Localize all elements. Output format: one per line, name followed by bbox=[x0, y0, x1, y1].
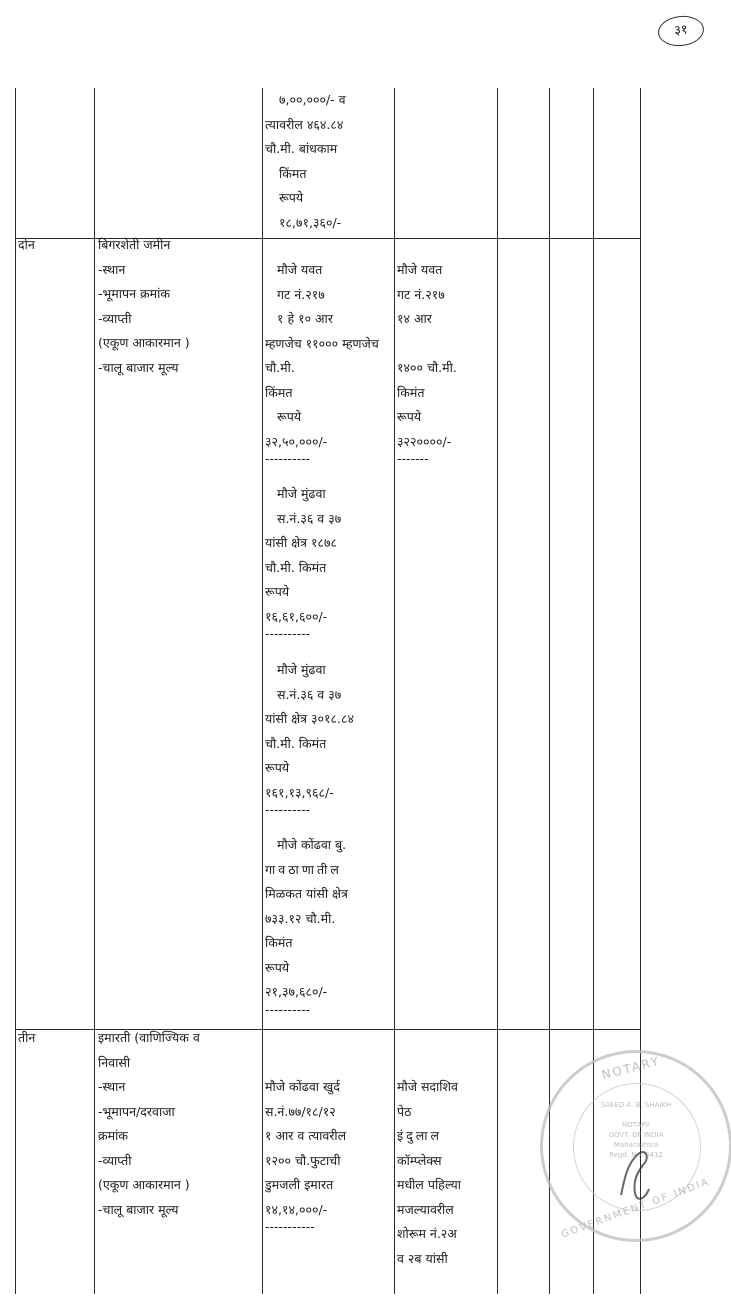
cell-line: क्रमांक bbox=[98, 1128, 128, 1143]
cell-spacer bbox=[397, 332, 495, 357]
cell-line: चौ.मी. bbox=[265, 360, 295, 375]
stamp-role: NOTARY bbox=[622, 1121, 650, 1129]
cell-line: ---------- bbox=[265, 1001, 311, 1017]
cell-line: यांसी क्षेत्र ३०१८.८४ bbox=[265, 711, 354, 726]
cell-line: ३२,५०,०००/- bbox=[265, 433, 328, 449]
cell-line: रूपये bbox=[265, 760, 290, 775]
cell-line: -भूमापन क्रमांक bbox=[98, 286, 170, 301]
row-two-col3-block-d bbox=[265, 833, 392, 1015]
cell-line: रूपये bbox=[277, 409, 302, 424]
stamp-top-text: NOTARY bbox=[600, 1053, 662, 1083]
cell-line: १ आर व त्यावरील bbox=[265, 1128, 347, 1143]
stamp-regd: Regd. No. 5412 bbox=[609, 1151, 663, 1159]
stamp-bottom-text: GOVERNMENT OF INDIA bbox=[559, 1176, 712, 1241]
cell-line: १६,६१,६००/- bbox=[265, 608, 328, 624]
cell-line: किमंत bbox=[265, 935, 293, 950]
cell-line: म्हणजेच ११००० म्हणजेच bbox=[265, 335, 379, 351]
col-divider-1 bbox=[94, 88, 95, 1294]
cell-line: १४,१४,०००/- bbox=[265, 1201, 328, 1217]
row-two-col3-block-c bbox=[265, 658, 392, 815]
cell-line: (एकूण आकारमान ) bbox=[98, 1177, 190, 1192]
cell-line: मौजे मुंढवा bbox=[277, 486, 326, 501]
cell-line: मिळकत यांसी क्षेत्र bbox=[265, 886, 348, 901]
cell-line: ----------- bbox=[265, 1219, 315, 1234]
cell-line: व २ब यांसी bbox=[397, 1250, 448, 1266]
cell-line: मौजे कोंढवा खुर्द bbox=[265, 1079, 340, 1094]
cell-line: १६१,१३,९६८/- bbox=[265, 784, 334, 800]
cell-line: -स्थान bbox=[98, 1079, 126, 1094]
cell-line: ३२२००००/- bbox=[397, 433, 452, 449]
cell-line: किंमत bbox=[279, 165, 307, 181]
cell-line: स.नं.७७/१८/१२ bbox=[265, 1103, 336, 1119]
cell-line: १८,७१,३६०/- bbox=[279, 214, 342, 230]
row-three-col3 bbox=[265, 1075, 392, 1232]
cell-line: १४ आर bbox=[397, 311, 432, 326]
cell-line: रूपये bbox=[397, 409, 422, 424]
cell-line: चौ.मी. किमंत bbox=[265, 735, 327, 751]
cell-line: -व्याप्ती bbox=[98, 1152, 132, 1168]
cell-line: इमारती (वाणिज्यिक व bbox=[98, 1030, 200, 1045]
cell-line: मौजे यवत bbox=[277, 262, 323, 277]
cell-line: मजल्यावरील bbox=[397, 1201, 454, 1217]
page-number: ३१ bbox=[657, 14, 706, 49]
cell-line: गट नं.२१७ bbox=[277, 286, 325, 302]
cell-line: ------- bbox=[397, 451, 429, 466]
cell-line: मधील पहिल्या bbox=[397, 1177, 462, 1192]
cell-line: इंदुलाल bbox=[397, 1128, 442, 1143]
cell-line: निवासी bbox=[98, 1054, 131, 1070]
cell-line: डुमजली इमारत bbox=[265, 1177, 334, 1192]
col-divider-4 bbox=[497, 88, 498, 1294]
cell-line: किमंत bbox=[397, 384, 425, 400]
row-three-description bbox=[98, 1026, 200, 1222]
cell-line: बिगरशेती जमीन bbox=[98, 237, 171, 252]
cell-line: पेठ bbox=[397, 1103, 412, 1119]
cell-line: मौजे मुंढवा bbox=[277, 662, 326, 677]
notary-stamp bbox=[540, 1050, 731, 1242]
row-three-col4 bbox=[397, 1075, 495, 1271]
cell-line: कॉम्प्लेक्स bbox=[397, 1152, 442, 1168]
cell-line: ७३३.१२ चौ.मी. bbox=[265, 910, 336, 926]
cell-line: ---------- bbox=[265, 802, 311, 817]
stamp-place: Maharashtra bbox=[613, 1141, 659, 1149]
cell-line: १४०० चौ.मी. bbox=[397, 360, 457, 375]
cell-line: चौ.मी. किमंत bbox=[265, 559, 327, 575]
row-continued-col3 bbox=[265, 88, 392, 235]
col-divider-2 bbox=[262, 88, 263, 1294]
cell-line: रूपये bbox=[265, 959, 290, 975]
left-border bbox=[15, 88, 16, 1294]
cell-line: गट नं.२१७ bbox=[397, 286, 445, 302]
cell-line: २१,३७,६८०/- bbox=[265, 984, 328, 999]
cell-line: -स्थान bbox=[98, 261, 126, 277]
cell-line: शोरूम नं.२अ bbox=[397, 1226, 457, 1241]
cell-line: त्यावरील ४६४.८४ bbox=[265, 116, 344, 132]
cell-line: मौजे यवत bbox=[397, 262, 443, 277]
row-two-col3-block-a bbox=[265, 258, 392, 464]
cell-line: रूपये bbox=[279, 190, 304, 205]
cell-line: यांसी क्षेत्र १८७८ bbox=[265, 535, 337, 550]
row-two-serial: दोन bbox=[18, 237, 35, 252]
stamp-name: SAEED A. B. SHAIKH bbox=[600, 1101, 672, 1109]
cell-line: ---------- bbox=[265, 626, 311, 641]
col-divider-3 bbox=[394, 88, 395, 1294]
cell-line: किंमत bbox=[265, 384, 293, 400]
cell-line: ---------- bbox=[265, 451, 311, 466]
row-two-description bbox=[98, 233, 190, 380]
cell-line: -चालू बाजार मूल्य bbox=[98, 359, 179, 375]
row-three-serial: तीन bbox=[18, 1030, 36, 1045]
cell-line: स.नं.३६ व ३७ bbox=[277, 686, 342, 702]
stamp-govt: GOVT. OF INDIA bbox=[608, 1131, 664, 1139]
cell-line: १२०० चौ.फुटाची bbox=[265, 1152, 341, 1168]
cell-line: -व्याप्ती bbox=[98, 310, 132, 326]
row-two-col3-block-b bbox=[265, 482, 392, 639]
signature-mark bbox=[615, 1149, 655, 1205]
cell-line: ७,००,०००/- व bbox=[279, 92, 346, 107]
row-two-col4 bbox=[397, 258, 495, 464]
cell-line: स.नं.३६ व ३७ bbox=[277, 510, 342, 526]
cell-line: -भूमापन/दरवाजा bbox=[98, 1103, 175, 1119]
cell-line: (एकूण आकारमान ) bbox=[98, 335, 190, 350]
cell-line: रूपये bbox=[265, 584, 290, 599]
cell-line: मौजे कोंढवा बु. bbox=[277, 837, 347, 852]
cell-line: मौजे सदाशिव bbox=[397, 1079, 458, 1094]
cell-line: १ हे १० आर bbox=[277, 311, 333, 326]
cell-line: चौ.मी. बांधकाम bbox=[265, 141, 338, 156]
cell-line: -चालू बाजार मूल्य bbox=[98, 1201, 179, 1217]
cell-line: गावठाणातील bbox=[265, 861, 342, 877]
